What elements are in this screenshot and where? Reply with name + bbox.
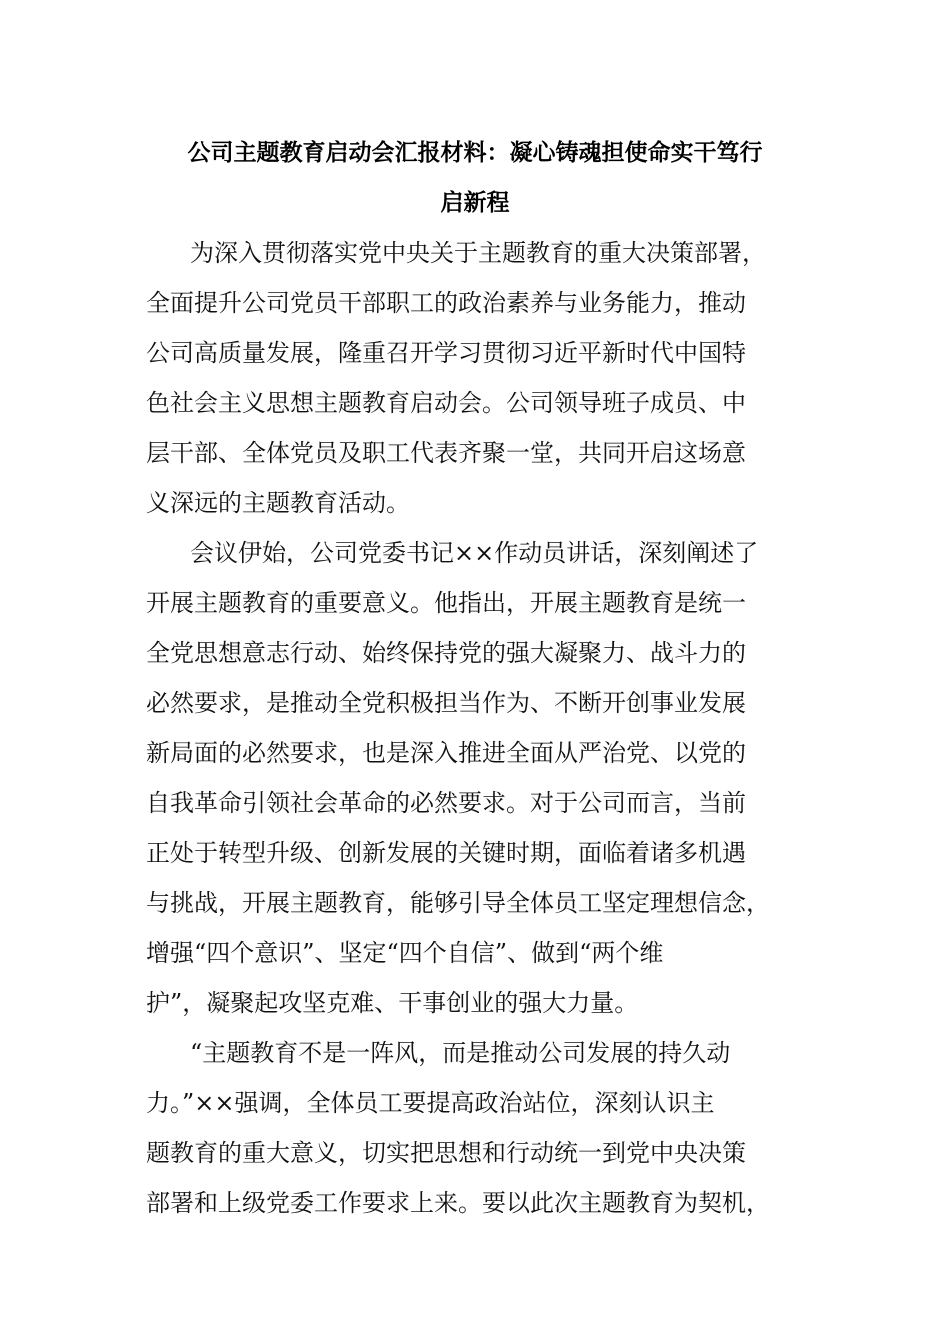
paragraph-3-line-2: 力。”××强调，全体员工要提高政治站位，深刻认识主 xyxy=(146,1089,715,1117)
paragraph-2-line-2: 开展主题教育的重要意义。他指出，开展主题教育是统一 xyxy=(146,589,746,617)
paragraph-1-line-1: 为深入贯彻落实党中央关于主题教育的重大决策部署， xyxy=(190,239,766,267)
paragraph-1-line-2: 全面提升公司党员干部职工的政治素养与业务能力，推动 xyxy=(146,289,746,317)
paragraph-2-line-7: 正处于转型升级、创新发展的关键时期，面临着诸多机遇 xyxy=(146,839,746,867)
paragraph-1-line-5: 层干部、全体党员及职工代表齐聚一堂，共同开启这场意 xyxy=(146,439,746,467)
paragraph-3-line-3: 题教育的重大意义，切实把思想和行动统一到党中央决策 xyxy=(146,1139,746,1167)
paragraph-2-line-1: 会议伊始，公司党委书记××作动员讲话，深刻阐述了 xyxy=(190,539,759,567)
paragraph-1-line-6: 义深远的主题教育活动。 xyxy=(146,489,410,517)
paragraph-3-line-4: 部署和上级党委工作要求上来。要以此次主题教育为契机， xyxy=(146,1189,770,1217)
paragraph-2-line-10: 护”，凝聚起攻坚克难、干事创业的强大力量。 xyxy=(146,989,639,1017)
paragraph-2-line-8: 与挑战，开展主题教育，能够引导全体员工坚定理想信念， xyxy=(146,889,770,917)
paragraph-1-line-4: 色社会主义思想主题教育启动会。公司领导班子成员、中 xyxy=(146,389,746,417)
paragraph-3-line-1: “主题教育不是一阵风，而是推动公司发展的持久动 xyxy=(190,1039,731,1067)
paragraph-2-line-4: 必然要求，是推动全党积极担当作为、不断开创事业发展 xyxy=(146,689,746,717)
paragraph-2-line-5: 新局面的必然要求，也是深入推进全面从严治党、以党的 xyxy=(146,739,746,767)
document-title-line-2: 启新程 xyxy=(440,190,510,216)
paragraph-2-line-9: 增强“四个意识”、坚定“四个自信”、做到“两个维 xyxy=(146,939,664,967)
paragraph-1-line-3: 公司高质量发展，隆重召开学习贯彻习近平新时代中国特 xyxy=(146,339,746,367)
paragraph-2-line-3: 全党思想意志行动、始终保持党的强大凝聚力、战斗力的 xyxy=(146,639,746,667)
paragraph-2-line-6: 自我革命引领社会革命的必然要求。对于公司而言，当前 xyxy=(146,789,746,817)
document-title-line-1: 公司主题教育启动会汇报材料：凝心铸魂担使命实干笃行 xyxy=(187,140,763,166)
